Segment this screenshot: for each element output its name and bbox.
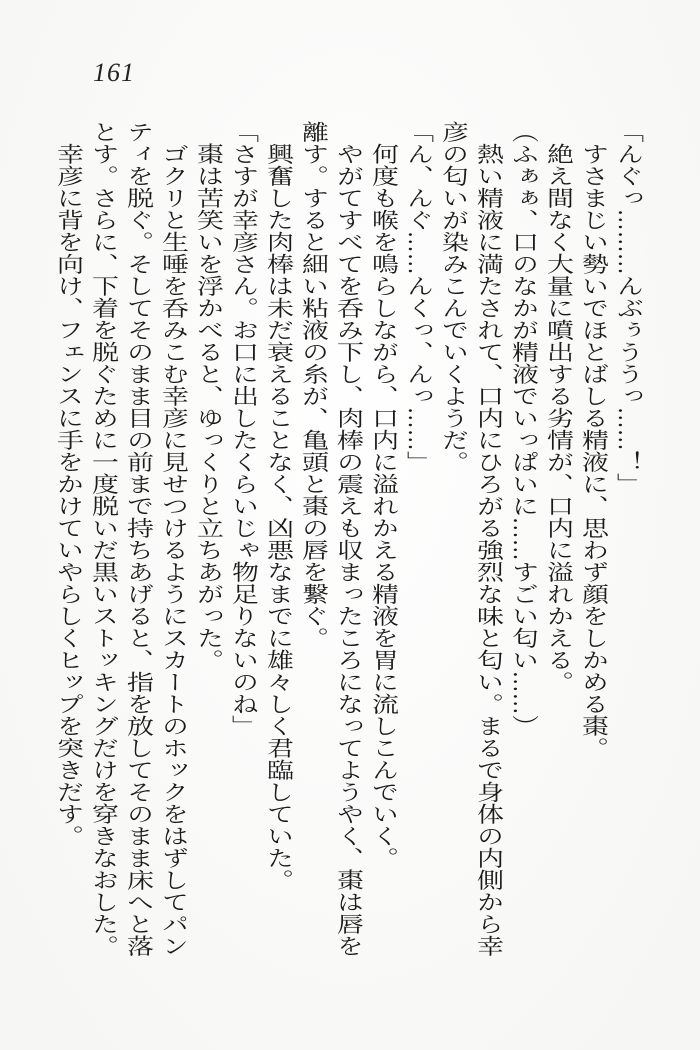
- text-line: 絶え間なく大量に噴出する劣情が、口内に溢れかえる。: [543, 121, 573, 693]
- text-line: 「んぐっ………んぶぅううっ……！」: [613, 121, 643, 495]
- text-line: 何度も喉を鳴らしながら、口内に溢れかえる精液を胃に流しこんでいく。: [368, 121, 398, 869]
- text-line: とす。さらに、下着を脱ぐために一度脱いだ黒いストッキングだけを穿きなおした。: [88, 121, 118, 957]
- text-line: 離す。すると細い粘液の糸が、亀頭と棗の唇を繋ぐ。: [298, 121, 328, 649]
- vertical-text-block: [50, 121, 645, 957]
- text-line: 興奮した肉棒は未だ衰えることなく、凶悪なまでに雄々しく君臨していた。: [263, 121, 293, 891]
- text-line: やがてすべてを呑み下し、肉棒の震えも収まったころになってようやく、棗は唇を: [333, 121, 363, 957]
- text-line: 熱い精液に満たされて、口内にひろがる強烈な味と匂い。まるで身体の内側から幸: [473, 121, 503, 957]
- text-line: （ふぁぁ、口のなかが精液でいっぱいに……すごい匂い……）: [508, 121, 538, 737]
- text-line: 「ん、んぐ……んくっ、んっ……」: [403, 121, 433, 473]
- text-line: 「さすが幸彦さん。お口に出したくらいじゃ物足りないのね」: [228, 121, 258, 737]
- text-line: ティを脱ぐ。そしてそのまま目の前まで持ちあげると、指を放してそのまま床へと落: [123, 121, 153, 957]
- text-line: 棗は苦笑いを浮かべると、ゆっくりと立ちあがった。: [193, 121, 223, 671]
- text-line: すさまじい勢いでほとばしる精液に、思わず顔をしかめる棗。: [578, 121, 608, 759]
- text-line: 幸彦に背を向け、フェンスに手をかけていやらしくヒップを突きだす。: [53, 121, 83, 847]
- text-line: ゴクリと生唾を呑みこむ幸彦に見せつけるようにスカートのホックをはずしてパン: [158, 121, 188, 957]
- text-line: 彦の匂いが染みこんでいくようだ。: [438, 121, 468, 473]
- page-number: 161: [93, 58, 135, 87]
